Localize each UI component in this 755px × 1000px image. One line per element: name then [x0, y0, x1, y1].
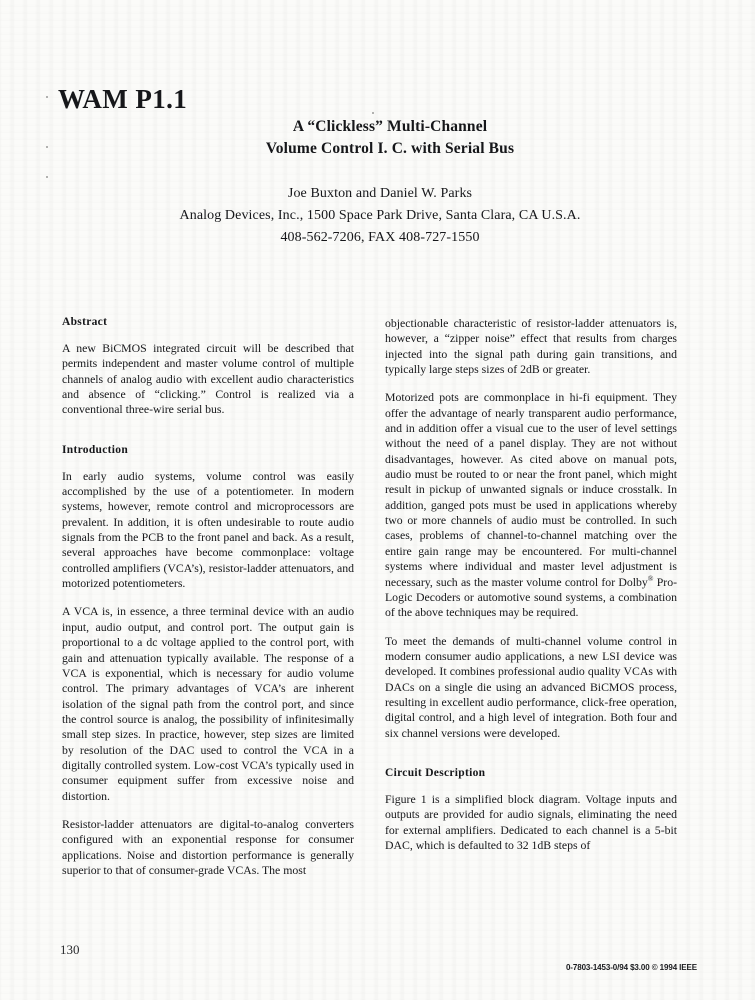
introduction-paragraph-1: In early audio systems, volume control was easily accomplished by the use of a potentiometer. In modern systems, however, remote control and microprocessors are prevalent. In addition, it is often undesirable to route audio signals from the PCB to the front panel and back. As a result, several approaches have become commonplace: voltage controlled amplifiers (VCA’s), resistor-ladder attenuators, and motorized potentiometers.	[62, 468, 354, 591]
paper-masthead	[0, 78, 755, 258]
copyright-notice: 0-7803-1453-0/94 $3.00 © 1994 IEEE	[565, 963, 697, 972]
left-column	[62, 316, 354, 906]
right-column	[385, 316, 677, 906]
paper-title-line-1: A “Clickless” Multi-Channel	[292, 118, 488, 135]
right-paragraph-2-part-2: Pro-Logic Decoders or automotive sound systems, a combination of the above techniques may be required.	[385, 574, 677, 620]
author-block	[90, 183, 670, 249]
author-contact: 408-562-7206, FAX 408-727-1550	[280, 230, 480, 245]
paper-title	[150, 116, 630, 160]
right-paragraph-3: To meet the demands of multi-channel volume control in modern consumer audio applications, a new LSI device was developed. It combines professional audio quality VCAs with DACs on a single die using an advanced BiCMOS process, resulting in excellent audio performance, click-free operation, digital control, and a high level of integration. Both four and six channel versions were developed.	[385, 633, 677, 740]
abstract-heading: Abstract	[62, 316, 108, 328]
introduction-paragraph-3: Resistor-ladder attenuators are digital-to-analog converters configured with an exponential response for consumer applications. Noise and distortion performance is generally superior to that of consumer-grade VCAs. The most	[62, 816, 354, 877]
right-paragraph-2	[385, 390, 677, 620]
registered-trademark-icon: ®	[647, 573, 654, 583]
introduction-paragraph-2: A VCA is, in essence, a three terminal device with an audio input, audio output, and control port. The output gain is proportional to a dc voltage applied to the control port, with gain and attenuation typically available. The response of a VCA is exponential, which is necessary for audio volume control. The primary advantages of VCA’s are inherent isolation of the signal path from the control port, and since the control source is analog, the possibility of infinitesimally small step sizes. In practice, however, step sizes are limited by resolution of the DAC used to control the VCA in a digitally controlled system. Low-cost VCA’s typically used in consumer equipment suffer from excessive noise and distortion.	[62, 604, 354, 803]
paper-body	[62, 316, 694, 906]
session-identifier: WAM P1.1	[58, 84, 188, 114]
abstract-paragraph: A new BiCMOS integrated circuit will be described that permits independent and master volume control of multiple channels of analog audio with excellent audio characteristics and absence of “clicking.” Control is realized via a conventional three-wire serial bus.	[62, 341, 354, 417]
author-names: Joe Buxton and Daniel W. Parks	[287, 186, 473, 201]
author-affiliation: Analog Devices, Inc., 1500 Space Park Drive, Santa Clara, CA U.S.A.	[179, 208, 581, 223]
introduction-heading: Introduction	[62, 443, 129, 456]
paper-title-line-2: Volume Control I. C. with Serial Bus	[265, 140, 515, 157]
page-footer	[0, 910, 755, 1000]
right-paragraph-2-part-1: Motorized pots are commonplace in hi-fi equipment. They offer the advantage of nearly transparent audio performance, and in addition offer a visual cue to the user of level settings without the need of a panel display. They are not without disadvantages, however. As cited above on manual pots, audio must be routed to or near the front panel, which might result in pickup of unwanted signals or induce crosstalk. In addition, ganged pots must be used in applications whereby two or more channels of audio must be controlled. In such cases, problems of channel-to-channel matching over the entire gain range may be encountered. For multi-channel systems where individual and master level adjustment is necessary, such as the master volume control for Dolby	[385, 390, 677, 589]
page-number: 130	[60, 942, 80, 957]
right-paragraph-4: Figure 1 is a simplified block diagram. Voltage inputs and outputs are provided for audio signals, eliminating the need for external amplifiers. Dedicated to each channel is a 5-bit DAC, which is defaulted to 32 1dB steps of	[385, 791, 677, 852]
circuit-description-heading: Circuit Description	[385, 766, 486, 779]
right-paragraph-1: objectionable characteristic of resistor-ladder attenuators is, however, a “zipper noise” effect that results from charges injected into the signal path during gain transitions, and typically large steps sizes of 2dB or greater.	[385, 316, 677, 377]
